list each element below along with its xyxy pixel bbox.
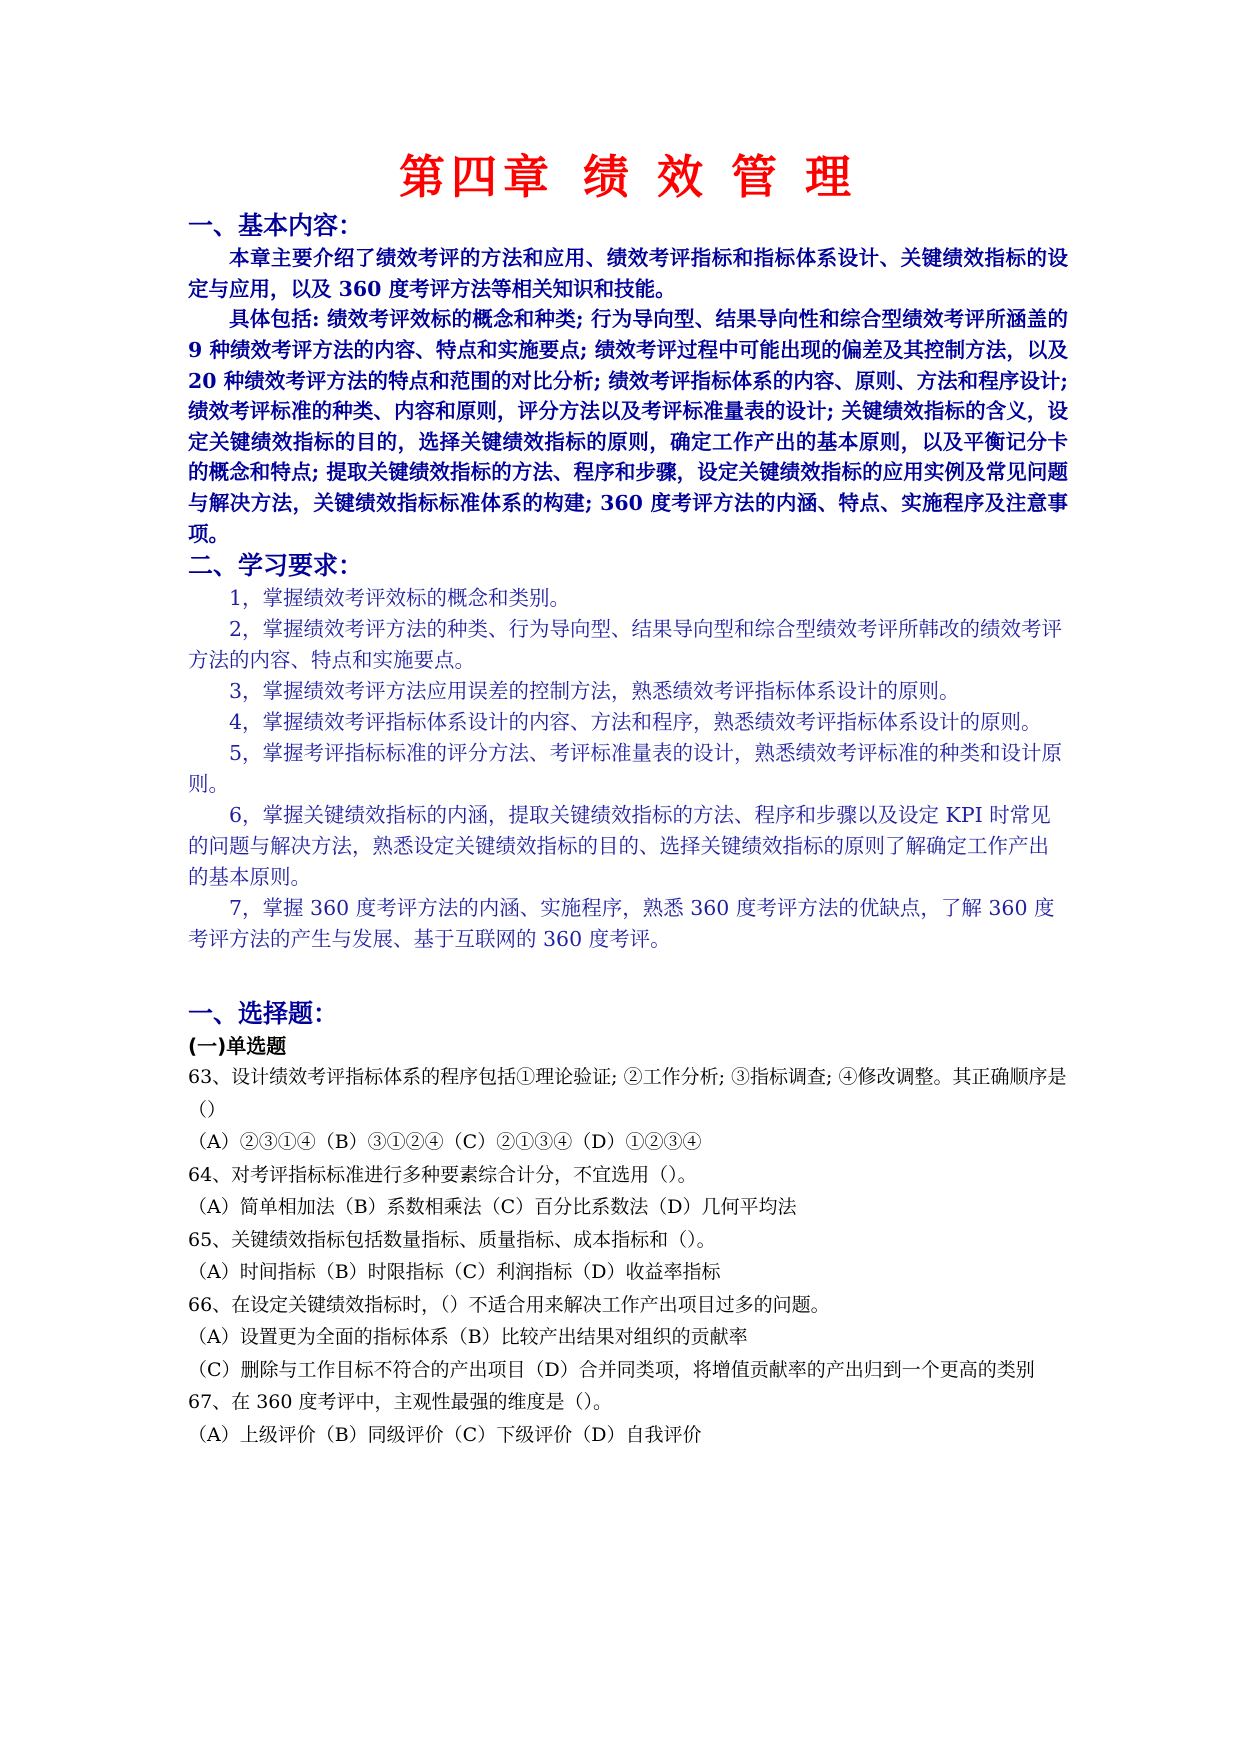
- question-options: （A）时间指标（B）时限指标（C）利润指标（D）收益率指标: [188, 1261, 721, 1284]
- requirement-item: 2，掌握绩效考评方法的种类、行为导向型、结果导向型和综合型绩效考评所韩改的绩效考评方法的内容、特点和实施要点。: [188, 617, 1063, 673]
- section-basic-content-heading: 一、基本内容：: [188, 211, 364, 241]
- single-choice-subheading: (一)单选题: [188, 1034, 287, 1059]
- question-options: （A）简单相加法（B）系数相乘法（C）百分比系数法（D）几何平均法: [188, 1196, 797, 1219]
- question-text: 64、对考评指标标准进行多种要素综合计分，不宜选用（）。: [188, 1163, 697, 1186]
- question-text: 67、在 360 度考评中，主观性最强的维度是（）。: [188, 1391, 613, 1414]
- chapter-number: 第四章: [398, 150, 555, 204]
- question-options: （A）设置更为全面的指标体系（B）比较产出结果对组织的贡献率: [188, 1326, 748, 1349]
- question-options: （A）②③①④（B）③①②④（C）②①③④（D）①②③④: [188, 1131, 702, 1154]
- requirement-item: 3，掌握绩效考评方法应用误差的控制方法，熟悉绩效考评指标体系设计的原则。: [229, 679, 960, 704]
- requirement-item: 4，掌握绩效考评指标体系设计的内容、方法和程序，熟悉绩效考评指标体系设计的原则。: [229, 710, 1042, 735]
- question-options: （C）删除与工作目标不符合的产出项目（D）合并同类项，将增值贡献率的产出归到一个更高的类别: [188, 1358, 1035, 1381]
- question-text: 65、关键绩效指标包括数量指标、质量指标、成本指标和（）。: [188, 1228, 716, 1251]
- requirement-item: 6，掌握关键绩效指标的内涵，提取关键绩效指标的方法、程序和步骤以及设定 KPI 时常见的问题与解决方法，熟悉设定关键绩效指标的目的、选择关键绩效指标的原则了解确定工作产出的基本原则。: [188, 803, 1051, 890]
- basic-content-paragraph: 本章主要介绍了绩效考评的方法和应用、绩效考评指标和指标体系设计、关键绩效指标的设定与应用，以及 360 度考评方法等相关知识和技能。: [188, 246, 1068, 301]
- requirement-item: 5，掌握考评指标标准的评分方法、考评标准量表的设计，熟悉绩效考评标准的种类和设计原则。: [188, 741, 1063, 797]
- question-text: 66、在设定关键绩效指标时，（）不适合用来解决工作产出项目过多的问题。: [188, 1293, 830, 1316]
- section-spacer: [188, 955, 1068, 997]
- question-text: 63、设计绩效考评指标体系的程序包括①理论验证; ②工作分析; ③指标调查; ④修改调整。其正确顺序是（）: [188, 1066, 1067, 1121]
- question-options: （A）上级评价（B）同级评价（C）下级评价（D）自我评价: [188, 1423, 702, 1446]
- requirement-item: 1，掌握绩效考评效标的概念和类别。: [229, 586, 571, 611]
- chapter-title: [188, 150, 1068, 205]
- section-learning-requirements-heading: 二、学习要求：: [188, 551, 364, 581]
- document-page: [188, 150, 1068, 1451]
- requirement-item: 7，掌握 360 度考评方法的内涵、实施程序，熟悉 360 度考评方法的优缺点，了解 360 度考评方法的产生与发展、基于互联网的 360 度考评。: [188, 896, 1055, 952]
- basic-content-paragraph: 具体包括: 绩效考评效标的概念和种类; 行为导向型、结果导向性和综合型绩效考评所涵盖的 9 种绩效考评方法的内容、特点和实施要点; 绩效考评过程中可能出现的偏差及其控制方法，以及 20 种绩效考评方法的特点和范围的对比分析; 绩效考评指标体系的内容、原则、方法和程序设计; 绩效考评标准的种类、内容和原则，评分方法以及考评标准量表的设计; 关键绩效指标的含义，设定关键绩效指标的目的，选择关键绩效指标的原则，确定工作产出的基本原则，以及平衡记分卡的概念和特点; 提取关键绩效指标的方法、程序和步骤，设定关键绩效指标的应用实例及常见问题与解决方法，关键绩效指标标准体系的构建; 360 度考评方法的内涵、特点、实施程序及注意事项。: [188, 307, 1068, 546]
- section-multiple-choice-heading: 一、选择题：: [188, 999, 339, 1029]
- chapter-name: 绩 效 管 理: [582, 150, 858, 204]
